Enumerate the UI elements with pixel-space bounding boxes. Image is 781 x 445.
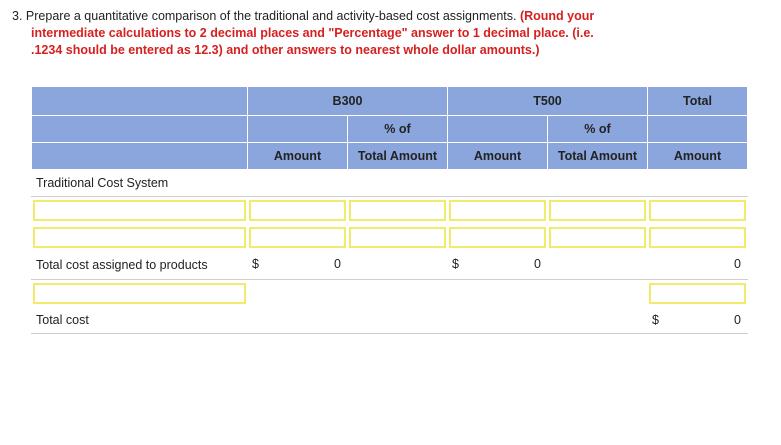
- question-number: 3.: [12, 9, 23, 23]
- cost-item-input-1[interactable]: [33, 200, 246, 221]
- t500-amount-input-2[interactable]: [449, 227, 546, 248]
- row-label-traditional: Traditional Cost System: [32, 170, 248, 197]
- b300-total-assigned-value: 0: [334, 257, 341, 271]
- b300-pct-input-1[interactable]: [349, 200, 446, 221]
- row-label-total-cost: Total cost: [32, 307, 248, 334]
- t500-pct-input-2[interactable]: [549, 227, 646, 248]
- table-row: [32, 197, 748, 224]
- header-row-columns: [32, 143, 748, 170]
- total-amount-input-1[interactable]: [649, 200, 746, 221]
- table-row: [32, 307, 748, 334]
- header-b300-pct-of: % of: [348, 116, 448, 143]
- total-total-assigned-value: 0: [734, 257, 741, 271]
- total-total-assigned-cell: [648, 251, 748, 280]
- table-row: [32, 251, 748, 280]
- table-row: [32, 280, 748, 307]
- b300-pct-input-2[interactable]: [349, 227, 446, 248]
- header-t500-total-amount: Total Amount: [548, 143, 648, 170]
- total-cost-value: 0: [734, 313, 741, 327]
- t500-amount-input-1[interactable]: [449, 200, 546, 221]
- question-text: [12, 8, 772, 59]
- cost-item-input-2[interactable]: [33, 227, 246, 248]
- header-t500-amount: Amount: [448, 143, 548, 170]
- currency-symbol: $: [252, 257, 259, 271]
- b300-total-assigned-cell: [248, 251, 348, 280]
- header-b300-amount: Amount: [248, 143, 348, 170]
- table-row: [32, 224, 748, 251]
- header-row-groups: [32, 87, 748, 116]
- header-total-amount: Amount: [648, 143, 748, 170]
- t500-total-assigned-cell: [448, 251, 548, 280]
- currency-symbol: $: [652, 313, 659, 327]
- instruction-line1: (Round your: [519, 9, 595, 23]
- b300-amount-input-2[interactable]: [249, 227, 346, 248]
- header-t500-pct-of: % of: [548, 116, 648, 143]
- instruction-line3: .1234 should be entered as 12.3) and other answers to nearest whole dollar amounts.): [31, 43, 540, 57]
- row-label-total-assigned: Total cost assigned to products: [32, 251, 248, 280]
- t500-total-assigned-value: 0: [534, 257, 541, 271]
- total-amount-input-3[interactable]: [649, 283, 746, 304]
- table-row: [32, 170, 748, 197]
- cost-comparison-table: [31, 86, 748, 334]
- header-b300: B300: [248, 87, 448, 116]
- header-b300-total-amount: Total Amount: [348, 143, 448, 170]
- header-row-subheads: [32, 116, 748, 143]
- question-body: Prepare a quantitative comparison of the traditional and activity-based cost assignments.: [25, 9, 517, 23]
- header-t500: T500: [448, 87, 648, 116]
- instruction-line2: intermediate calculations to 2 decimal places and "Percentage" answer to 1 decimal place. (i.e.: [31, 26, 594, 40]
- total-amount-input-2[interactable]: [649, 227, 746, 248]
- b300-amount-input-1[interactable]: [249, 200, 346, 221]
- header-corner: [32, 87, 248, 116]
- cost-item-input-3[interactable]: [33, 283, 246, 304]
- t500-pct-input-1[interactable]: [549, 200, 646, 221]
- total-cost-cell: [648, 307, 748, 334]
- header-total: Total: [648, 87, 748, 116]
- currency-symbol: $: [452, 257, 459, 271]
